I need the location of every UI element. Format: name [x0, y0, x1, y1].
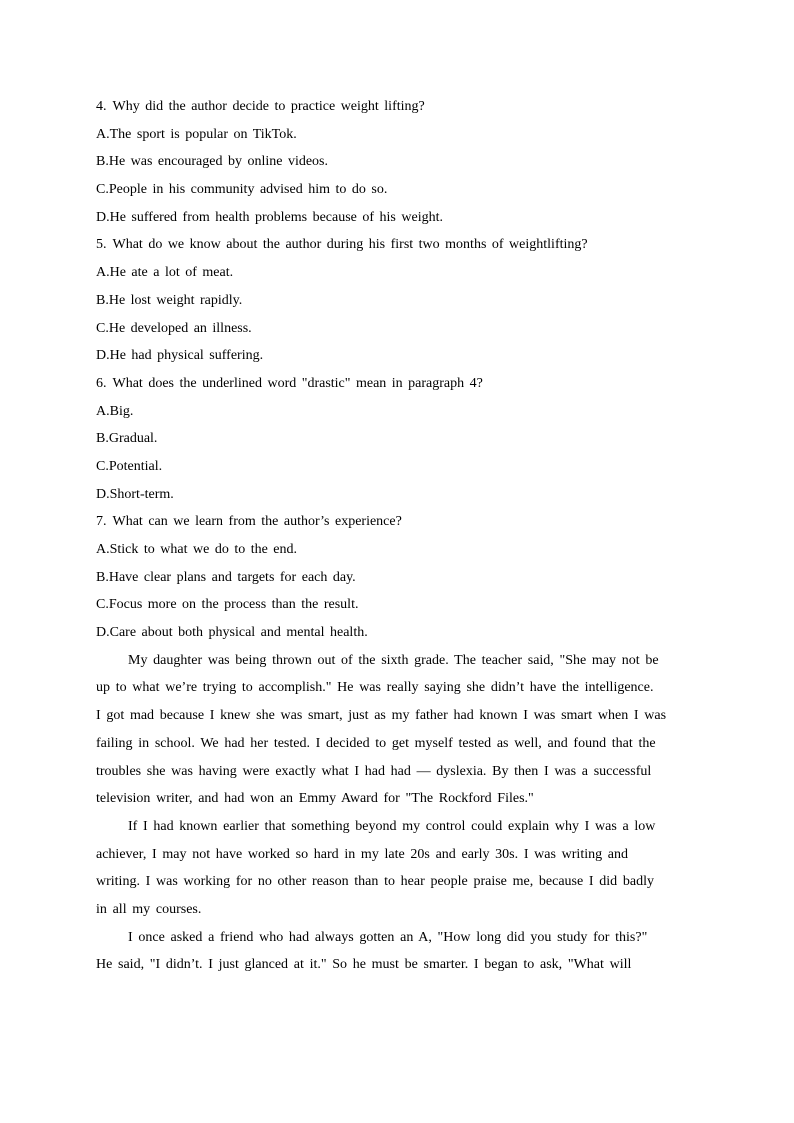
- option-a: A.Stick to what we do to the end.: [96, 542, 298, 557]
- question-7: [96, 512, 696, 650]
- option-c: C.Focus more on the process than the result.: [96, 597, 359, 613]
- question-text: What does the underlined word "drastic" mean in paragraph 4?: [112, 375, 483, 391]
- paragraph-line: I once asked a friend who had always gotten an A, "How long did you study for this?": [128, 929, 648, 945]
- question-number: 5.: [96, 237, 107, 253]
- passage-paragraph-1: [96, 651, 696, 817]
- option-a: A.The sport is popular on TikTok.: [96, 126, 297, 142]
- paragraph-line: He said, "I didn’t. I just glanced at it." So he must be smarter. I began to ask, "What will: [96, 957, 632, 973]
- question-5: [96, 235, 696, 373]
- option-b: B.He lost weight rapidly.: [96, 292, 243, 308]
- question-number: 7.: [96, 514, 107, 530]
- option-d: D.He had physical suffering.: [96, 348, 264, 364]
- option-d: D.Short-term.: [96, 486, 174, 502]
- passage-paragraph-2: [96, 817, 696, 928]
- question-number: 4.: [96, 99, 107, 114]
- question-stem: [96, 235, 696, 263]
- option-d: D.Care about both physical and mental health.: [96, 625, 368, 641]
- question-number: 6.: [96, 375, 107, 391]
- option-c: C.Potential.: [96, 458, 163, 474]
- paragraph-line: up to what we’re trying to accomplish." He was really saying she didn’t have the intelligence.: [96, 680, 654, 696]
- question-6: [96, 374, 696, 512]
- paragraph-line: in all my courses.: [96, 901, 202, 917]
- paragraph-line: failing in school. We had her tested. I decided to get myself tested as well, and found that the: [96, 735, 656, 751]
- option-a: A.He ate a lot of meat.: [96, 265, 234, 281]
- option-b: B.Have clear plans and targets for each day.: [96, 569, 356, 585]
- option-c: C.People in his community advised him to do so.: [96, 182, 388, 198]
- option-a: A.Big.: [96, 403, 134, 419]
- option-c: C.He developed an illness.: [96, 320, 252, 336]
- option-b: B.Gradual.: [96, 431, 158, 447]
- document-content: [96, 97, 696, 983]
- option-d: D.He suffered from health problems because of his weight.: [96, 209, 443, 225]
- passage-paragraph-3: [96, 928, 696, 983]
- question-text: What can we learn from the author’s experience?: [112, 514, 402, 530]
- paragraph-line: writing. I was working for no other reason than to hear people praise me, because I did badly: [96, 874, 654, 890]
- paragraph-line: television writer, and had won an Emmy Award for "The Rockford Files.": [96, 791, 534, 807]
- question-4: [96, 97, 696, 235]
- paragraph-line: troubles she was having were exactly what I had had — dyslexia. By then I was a successful: [96, 763, 652, 779]
- question-stem: [96, 512, 696, 540]
- paragraph-line: My daughter was being thrown out of the sixth grade. The teacher said, "She may not be: [128, 652, 659, 668]
- option-b: B.He was encouraged by online videos.: [96, 154, 328, 170]
- question-text: What do we know about the author during his first two months of weightlifting?: [112, 237, 588, 253]
- question-stem: [96, 97, 696, 125]
- question-stem: [96, 374, 696, 402]
- paragraph-line: I got mad because I knew she was smart, just as my father had known I was smart when I was: [96, 708, 667, 724]
- paragraph-line: If I had known earlier that something beyond my control could explain why I was a low: [128, 818, 656, 834]
- paragraph-line: achiever, I may not have worked so hard in my late 20s and early 30s. I was writing and: [96, 846, 629, 862]
- question-text: Why did the author decide to practice weight lifting?: [112, 99, 425, 114]
